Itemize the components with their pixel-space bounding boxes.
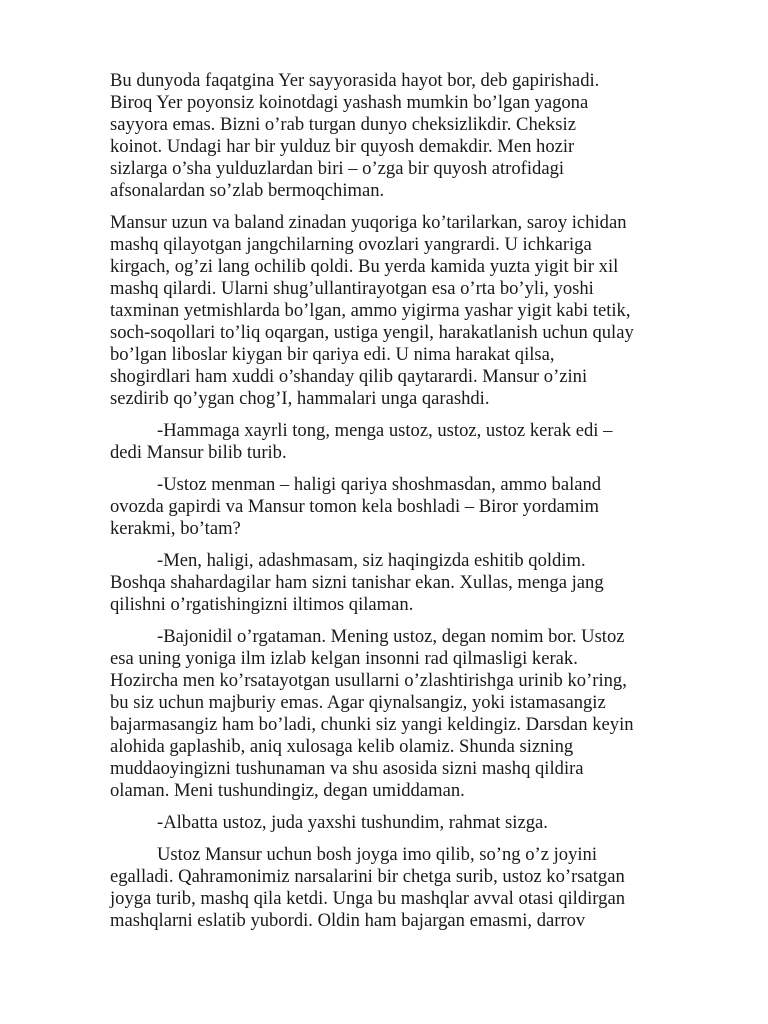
document-page	[110, 70, 692, 942]
paragraph-dialogue-request: -Men, haligi, adashmasam, siz haqingizda eshitib qoldim. Boshqa shahardagilar ham sizni tanishar ekan. Xullas, menga jang qilishni o’rgatishingizni iltimos qilaman.	[110, 550, 604, 615]
paragraph-dialogue-master-agrees: -Bajonidil o’rgataman. Mening ustoz, degan nomim bor. Ustoz esa uning yoniga ilm izlab kelgan insonni rad qilmasligi kerak. Hozircha men ko’rsatayotgan usullarni o’zlashtirishga urinib ko’ring, bu siz uchun majburiy emas. Agar qiynalsangiz, yoki istamasangiz bajarmasangiz ham bo’ladi, chunki siz yangi keldingiz. Darsdan keyin alohida gaplashib, aniq xulosaga kelib olamiz. Shunda sizning muddaoyingizni tushunaman va shu asosida sizni mashq qildira olaman. Meni tushundingiz, degan umiddaman.	[110, 626, 634, 801]
paragraph-intro: Bu dunyoda faqatgina Yer sayyorasida hayot bor, deb gapirishadi. Biroq Yer poyonsiz koinotdagi yashash mumkin bo’lgan yagona sayyora emas. Bizni o’rab turgan dunyo cheksizlikdir. Cheksiz koinot. Undagi har bir yulduz bir quyosh demakdir. Men hozir sizlarga o’sha yulduzlardan biri – o’zga bir quyosh atrofidagi afsonalardan so’zlab bermoqchiman.	[110, 70, 600, 201]
paragraph-training-begins: Ustoz Mansur uchun bosh joyga imo qilib, so’ng o’z joyini egalladi. Qahramonimiz narsalarini bir chetga surib, ustoz ko’rsatgan joyga turib, mashq qila ketdi. Unga bu mashqlar avval otasi qildirgan mashqlarni eslatib yubordi. Oldin ham bajargan emasmi, darrov	[110, 844, 626, 931]
paragraph-mansur-arrives: Mansur uzun va baland zinadan yuqoriga ko’tarilarkan, saroy ichidan mashq qilayotgan jangchilarning ovozlari yangrardi. U ichkariga kirgach, og’zi lang ochilib qoldi. Bu yerda kamida yuzta yigit bir xil mashq qilardi. Ularni shug’ullantirayotgan esa o’rta bo’yli, yoshi taxminan yetmishlarda bo’lgan, ammo yigirma yashar yigit kabi tetik, soch-soqollari to’liq oqargan, ustiga yengil, harakatlanish uchun qulay bo’lgan liboslar kiygan bir qariya edi. U nima harakat qilsa, shogirdlari ham xuddi o’shanday qilib qaytarardi. Mansur o’zini sezdirib qo’ygan chog’I, hammalari unga qarashdi.	[110, 212, 634, 409]
paragraph-dialogue-thanks: -Albatta ustoz, juda yaxshi tushundim, rahmat sizga.	[157, 812, 548, 833]
paragraph-dialogue-master-reply: -Ustoz menman – haligi qariya shoshmasdan, ammo baland ovozda gapirdi va Mansur tomon kela boshladi – Biror yordamim kerakmi, bo’tam?	[110, 474, 602, 539]
paragraph-dialogue-greeting: -Hammaga xayrli tong, menga ustoz, ustoz, ustoz kerak edi – dedi Mansur bilib turib.	[110, 420, 613, 463]
